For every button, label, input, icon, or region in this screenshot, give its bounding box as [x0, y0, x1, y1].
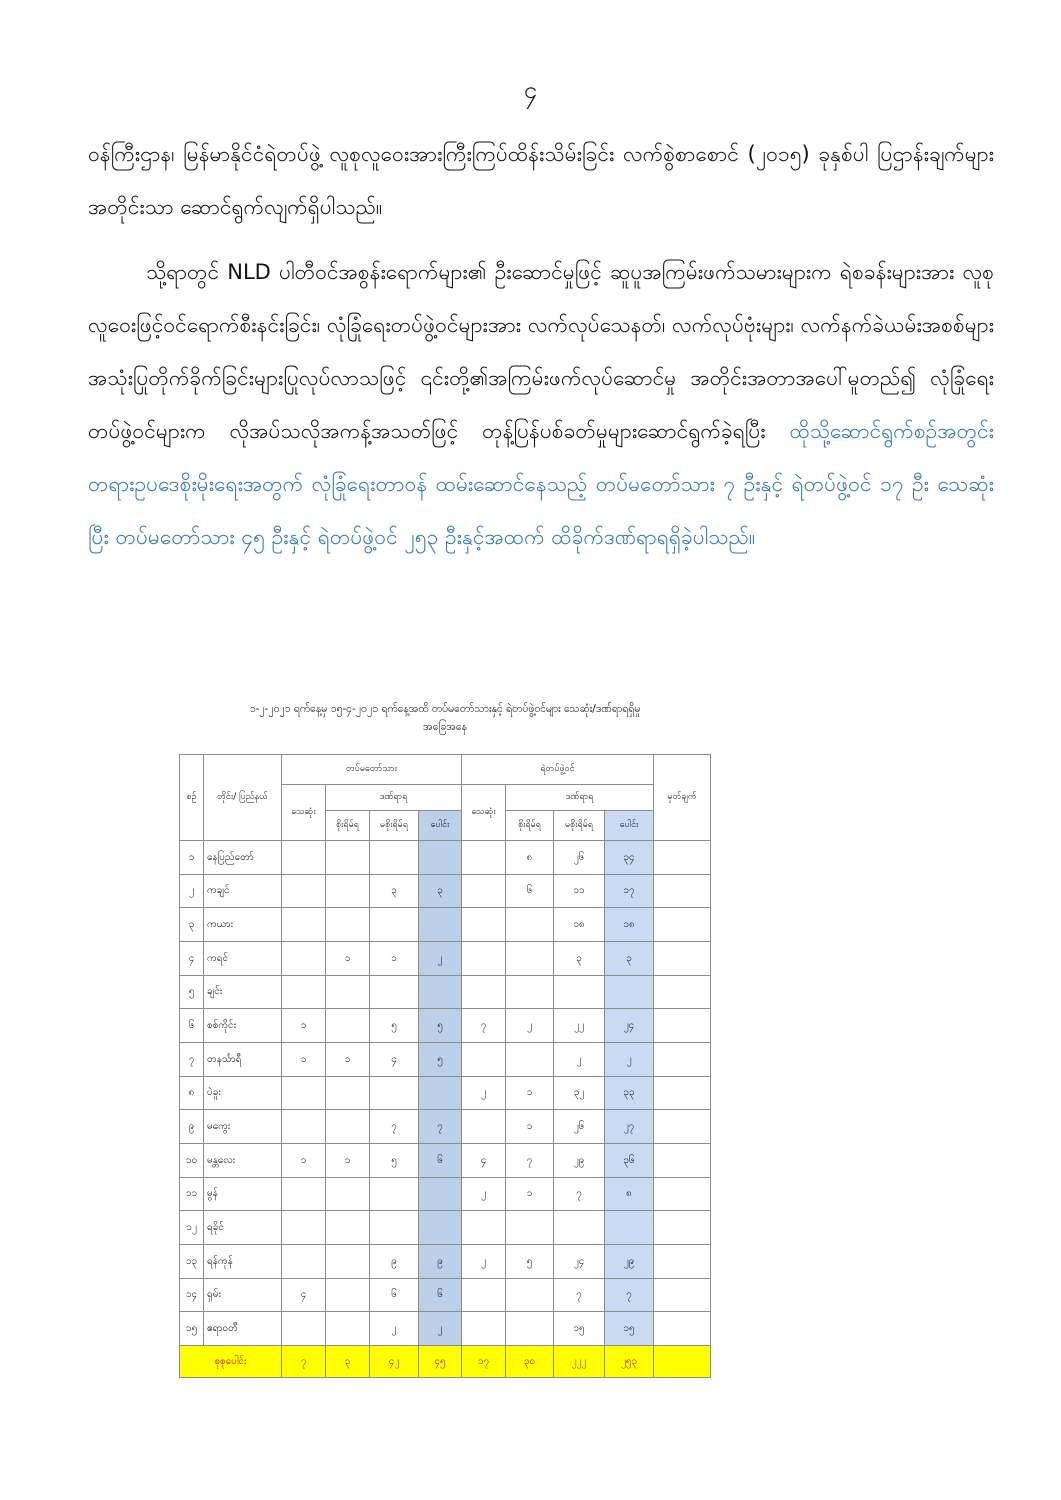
cell-a-dead: ၁ — [282, 1042, 326, 1076]
total-a-tot: ၄၅ — [419, 1345, 462, 1377]
cell-region: ပဲခူး — [204, 1076, 282, 1110]
cell-p-ser — [506, 1278, 554, 1312]
cell-p-ser — [506, 1211, 554, 1245]
cell-a-tot: ၃ — [419, 874, 462, 908]
cell-p-dead: ၂ — [462, 1076, 506, 1110]
total-p-min: ၂၂၂ — [554, 1345, 605, 1377]
cell-sr: ၁၂ — [180, 1211, 204, 1245]
table-row — [180, 1312, 711, 1346]
cell-p-min: ၃၂ — [554, 1076, 605, 1110]
cell-p-tot — [605, 975, 654, 1009]
cell-sr: ၁ — [180, 841, 204, 875]
cell-p-ser: ၇ — [506, 1143, 554, 1177]
cell-a-min — [370, 1076, 419, 1110]
cell-p-tot: ၂၉ — [605, 1244, 654, 1278]
cell-p-ser: ၁ — [506, 1110, 554, 1144]
cell-a-tot: ၅ — [419, 1009, 462, 1043]
cell-region: ရန်ကုန် — [204, 1244, 282, 1278]
cell-a-ser — [326, 975, 370, 1009]
cell-p-min: ၂၉ — [554, 1143, 605, 1177]
table-row — [180, 1244, 711, 1278]
cell-a-min — [370, 908, 419, 942]
cell-a-ser — [326, 1009, 370, 1043]
cell-region: မွန် — [204, 1177, 282, 1211]
header-police-dead: သေဆုံး — [462, 785, 506, 841]
cell-remarks — [654, 1110, 711, 1144]
cell-a-ser — [326, 908, 370, 942]
table-row — [180, 1110, 711, 1144]
header-army-minor: မစိုးရိမ်ရ — [370, 811, 419, 841]
cell-remarks — [654, 1244, 711, 1278]
cell-a-tot: ၆ — [419, 1278, 462, 1312]
cell-p-min: ၁၈ — [554, 908, 605, 942]
cell-p-dead: ၂ — [462, 1244, 506, 1278]
header-army-dead: သေဆုံး — [282, 785, 326, 841]
header-army-serious: စိုးရိမ်ရ — [326, 811, 370, 841]
cell-p-ser — [506, 1312, 554, 1346]
paragraph-2-blue-text: ထိုသို့ဆောင်ရွက်စဉ်အတွင်း တရားဥပဒေစိုးမိုးရေးအတွက် လုံခြုံရေးတာဝန် ထမ်းဆောင်နေသည့် တပ်မတော်သား ၇ ဦးနှင့် ရဲတပ်ဖွဲ့ဝင် ၁၇ ဦး သေဆုံးပြီး တပ်မတော်သား ၄၅ ဦးနှင့် ရဲတပ်ဖွဲ့ဝင် ၂၅၃ ဦးနှင့်အထက် ထိခိုက်ဒဏ်ရာရရှိခဲ့ပါသည်။ — [88, 419, 994, 549]
cell-p-ser — [506, 941, 554, 975]
cell-a-ser — [326, 1110, 370, 1144]
total-p-ser: ၃၀ — [506, 1345, 554, 1377]
cell-sr: ၁၁ — [180, 1177, 204, 1211]
cell-region: ကချင် — [204, 874, 282, 908]
cell-a-dead — [282, 975, 326, 1009]
cell-p-ser: ၅ — [506, 1244, 554, 1278]
total-a-min: ၄၂ — [370, 1345, 419, 1377]
table-row — [180, 1076, 711, 1110]
cell-p-tot: ၃၃ — [605, 1076, 654, 1110]
table-row — [180, 1278, 711, 1312]
cell-p-ser: ၁ — [506, 1076, 554, 1110]
cell-p-tot: ၁၅ — [605, 1312, 654, 1346]
cell-a-dead — [282, 874, 326, 908]
cell-p-dead: ၇ — [462, 1009, 506, 1043]
total-p-dead: ၁၇ — [462, 1345, 506, 1377]
cell-p-min: ၂ — [554, 1042, 605, 1076]
cell-p-min: ၂၂ — [554, 1009, 605, 1043]
cell-p-min: ၇ — [554, 1177, 605, 1211]
total-a-ser: ၃ — [326, 1345, 370, 1377]
cell-region: တနင်္သာရီ — [204, 1042, 282, 1076]
table-row — [180, 874, 711, 908]
table-row — [180, 975, 711, 1009]
cell-p-min: ၂၆ — [554, 841, 605, 875]
table-caption — [180, 700, 710, 736]
cell-a-tot: ၂ — [419, 1312, 462, 1346]
cell-p-dead — [462, 1110, 506, 1144]
total-label: စုစုပေါင်း — [180, 1345, 282, 1377]
cell-p-tot: ၂၇ — [605, 1110, 654, 1144]
cell-p-min: ၃ — [554, 941, 605, 975]
cell-region: မကွေး — [204, 1110, 282, 1144]
cell-p-dead: ၄ — [462, 1143, 506, 1177]
cell-a-tot: ၆ — [419, 1143, 462, 1177]
table-row — [180, 1042, 711, 1076]
cell-a-tot — [419, 841, 462, 875]
cell-p-tot: ၃၄ — [605, 841, 654, 875]
cell-p-tot: ၂၄ — [605, 1009, 654, 1043]
cell-a-min: ၄ — [370, 1042, 419, 1076]
cell-p-dead — [462, 1042, 506, 1076]
cell-remarks — [654, 1076, 711, 1110]
cell-remarks — [654, 908, 711, 942]
cell-region: ရခိုင် — [204, 1211, 282, 1245]
cell-a-tot — [419, 975, 462, 1009]
cell-p-tot: ၈ — [605, 1177, 654, 1211]
cell-a-dead — [282, 1312, 326, 1346]
cell-p-tot: ၁၇ — [605, 874, 654, 908]
cell-sr: ၄ — [180, 941, 204, 975]
cell-a-tot — [419, 1211, 462, 1245]
cell-region: နေပြည်တော် — [204, 841, 282, 875]
cell-sr: ၁၄ — [180, 1278, 204, 1312]
cell-sr: ၇ — [180, 1042, 204, 1076]
cell-a-min: ၇ — [370, 1110, 419, 1144]
table-row — [180, 1143, 711, 1177]
header-region: တိုင်း/ ပြည်နယ် — [204, 755, 282, 841]
cell-p-tot: ၁၈ — [605, 908, 654, 942]
cell-p-min: ၇ — [554, 1278, 605, 1312]
paragraph-1: ဝန်ကြီးဌာန၊ မြန်မာနိုင်ငံရဲတပ်ဖွဲ့ လူစုလူဝေးအားကြီးကြပ်ထိန်းသိမ်းခြင်း လက်စွဲစာစောင် (၂၀၁၅) ခုနှစ်ပါ ပြဌာန်းချက်များအတိုင်းသာ ဆောင်ရွက်လျက်ရှိပါသည်။ — [88, 142, 994, 219]
cell-sr: ၃ — [180, 908, 204, 942]
table-row — [180, 1009, 711, 1043]
header-police-minor: မစိုးရိမ်ရ — [554, 811, 605, 841]
cell-a-dead: ၁ — [282, 1009, 326, 1043]
cell-a-ser: ၁ — [326, 1143, 370, 1177]
cell-sr: ၉ — [180, 1110, 204, 1144]
cell-a-min: ၁ — [370, 941, 419, 975]
cell-a-min: ၃ — [370, 874, 419, 908]
cell-p-dead — [462, 874, 506, 908]
cell-a-ser: ၁ — [326, 941, 370, 975]
cell-sr: ၅ — [180, 975, 204, 1009]
cell-p-ser — [506, 1042, 554, 1076]
cell-region: စစ်ကိုင်း — [204, 1009, 282, 1043]
casualty-table — [179, 754, 711, 1378]
cell-p-ser: ၂ — [506, 1009, 554, 1043]
cell-remarks — [654, 874, 711, 908]
cell-p-dead — [462, 908, 506, 942]
header-army-injured: ဒဏ်ရာရ — [326, 785, 462, 811]
cell-remarks — [654, 1009, 711, 1043]
cell-p-min: ၁၅ — [554, 1312, 605, 1346]
cell-remarks — [654, 1312, 711, 1346]
cell-a-min — [370, 1211, 419, 1245]
cell-remarks — [654, 841, 711, 875]
cell-remarks — [654, 1177, 711, 1211]
cell-a-tot: ၉ — [419, 1244, 462, 1278]
cell-p-ser: ၁ — [506, 1177, 554, 1211]
cell-region: ကယား — [204, 908, 282, 942]
cell-a-ser — [326, 1076, 370, 1110]
cell-p-dead — [462, 1211, 506, 1245]
cell-a-min: ၅ — [370, 1009, 419, 1043]
table-caption-line-1: ၁-၂-၂၀၂၁ ရက်နေ့မှ ၁၅-၄-၂၀၂၁ ရက်နေ့အထိ တပ်မတော်သားနှင့် ရဲတပ်ဖွဲ့ဝင်များ သေဆုံး/ဒဏ်ရာရရှိမှု — [249, 703, 641, 715]
cell-sr: ၂ — [180, 874, 204, 908]
cell-remarks — [654, 1211, 711, 1245]
table-row — [180, 908, 711, 942]
table-row — [180, 841, 711, 875]
cell-a-tot — [419, 1177, 462, 1211]
cell-a-min: ၅ — [370, 1143, 419, 1177]
cell-a-ser — [326, 841, 370, 875]
page-number: ၄ — [523, 76, 538, 104]
cell-p-dead — [462, 1312, 506, 1346]
cell-p-tot: ၂ — [605, 1042, 654, 1076]
cell-p-min: ၁၁ — [554, 874, 605, 908]
cell-remarks — [654, 941, 711, 975]
cell-a-ser — [326, 874, 370, 908]
cell-remarks — [654, 975, 711, 1009]
cell-p-min — [554, 975, 605, 1009]
cell-p-tot: ၇ — [605, 1278, 654, 1312]
cell-a-min — [370, 975, 419, 1009]
paragraph-2-black-text: သို့ရာတွင် NLD ပါတီဝင်အစွန်းရောက်များ၏ ဦးဆောင်မှုဖြင့် ဆူပူအကြမ်းဖက်သမားများက ရဲစခန်းများအား လူစုလူဝေးဖြင့်ဝင်ရောက်စီးနင်းခြင်း၊ လုံခြုံရေးတပ်ဖွဲ့ဝင်များအား လက်လုပ်သေနတ်၊ လက်လုပ်ဗုံးများ၊ လက်နက်ခဲယမ်းအစစ်များ အသုံးပြုတိုက်ခိုက်ခြင်းများပြုလုပ်လာသဖြင့် ၎င်းတို့၏အကြမ်းဖက်လုပ်ဆောင်မှု အတိုင်းအတာအပေါ်မူတည်၍ လုံခြုံရေးတပ်ဖွဲ့ဝင်များက လိုအပ်သလိုအကန့်အသတ်ဖြင့် တုန့်ပြန်ပစ်ခတ်မှုများဆောင်ရွက်ခဲ့ရပြီး — [88, 260, 994, 443]
cell-a-min — [370, 1177, 419, 1211]
cell-p-min — [554, 1211, 605, 1245]
cell-p-dead — [462, 841, 506, 875]
cell-p-ser — [506, 975, 554, 1009]
cell-a-min — [370, 841, 419, 875]
cell-p-tot: ၃၆ — [605, 1143, 654, 1177]
table-row — [180, 1211, 711, 1245]
cell-a-tot — [419, 1076, 462, 1110]
header-remarks: မှတ်ချက် — [654, 755, 711, 841]
total-remarks — [654, 1345, 711, 1377]
table-caption-line-2: အခြေအနေ — [423, 721, 467, 733]
table-total-row — [180, 1345, 711, 1377]
header-police-total: ပေါင်း — [605, 811, 654, 841]
cell-a-dead — [282, 1110, 326, 1144]
cell-a-ser — [326, 1278, 370, 1312]
cell-a-dead: ၄ — [282, 1278, 326, 1312]
cell-a-dead — [282, 1244, 326, 1278]
total-a-dead: ၇ — [282, 1345, 326, 1377]
cell-remarks — [654, 1042, 711, 1076]
cell-a-tot: ၅ — [419, 1042, 462, 1076]
cell-a-dead — [282, 908, 326, 942]
table-row — [180, 1177, 711, 1211]
cell-p-dead — [462, 975, 506, 1009]
cell-sr: ၈ — [180, 1076, 204, 1110]
header-police: ရဲတပ်ဖွဲ့ဝင် — [462, 755, 654, 785]
cell-p-dead: ၂ — [462, 1177, 506, 1211]
cell-a-dead — [282, 1211, 326, 1245]
cell-p-ser — [506, 908, 554, 942]
table-row — [180, 941, 711, 975]
paragraph-2 — [88, 246, 994, 564]
header-sr: စဉ် — [180, 755, 204, 841]
cell-p-dead — [462, 941, 506, 975]
cell-p-dead — [462, 1278, 506, 1312]
cell-region: ဧရာဝတီ — [204, 1312, 282, 1346]
cell-a-ser — [326, 1177, 370, 1211]
total-p-tot: ၂၅၃ — [605, 1345, 654, 1377]
cell-region: ကရင် — [204, 941, 282, 975]
cell-a-dead — [282, 841, 326, 875]
cell-a-tot: ၇ — [419, 1110, 462, 1144]
cell-a-ser: ၁ — [326, 1042, 370, 1076]
cell-region: ရှမ်း — [204, 1278, 282, 1312]
cell-region: ချင်း — [204, 975, 282, 1009]
cell-a-tot: ၂ — [419, 941, 462, 975]
header-army: တပ်မတော်သား — [282, 755, 462, 785]
cell-sr: ၁၀ — [180, 1143, 204, 1177]
cell-a-tot — [419, 908, 462, 942]
cell-a-min: ၆ — [370, 1278, 419, 1312]
cell-a-min: ၉ — [370, 1244, 419, 1278]
cell-a-dead — [282, 1177, 326, 1211]
cell-p-tot: ၃ — [605, 941, 654, 975]
cell-sr: ၆ — [180, 1009, 204, 1043]
cell-a-min: ၂ — [370, 1312, 419, 1346]
cell-remarks — [654, 1143, 711, 1177]
cell-remarks — [654, 1278, 711, 1312]
header-army-total: ပေါင်း — [419, 811, 462, 841]
cell-sr: ၁၅ — [180, 1312, 204, 1346]
cell-p-ser: ၈ — [506, 841, 554, 875]
cell-a-dead: ၁ — [282, 1143, 326, 1177]
cell-a-ser — [326, 1211, 370, 1245]
header-police-injured: ဒဏ်ရာရ — [506, 785, 654, 811]
cell-a-dead — [282, 941, 326, 975]
cell-p-tot — [605, 1211, 654, 1245]
cell-a-dead — [282, 1076, 326, 1110]
cell-a-ser — [326, 1244, 370, 1278]
cell-p-min: ၂၆ — [554, 1110, 605, 1144]
cell-p-ser: ၆ — [506, 874, 554, 908]
cell-sr: ၁၃ — [180, 1244, 204, 1278]
header-police-serious: စိုးရိမ်ရ — [506, 811, 554, 841]
cell-a-ser — [326, 1312, 370, 1346]
cell-region: မန္တလေး — [204, 1143, 282, 1177]
cell-p-min: ၂၄ — [554, 1244, 605, 1278]
